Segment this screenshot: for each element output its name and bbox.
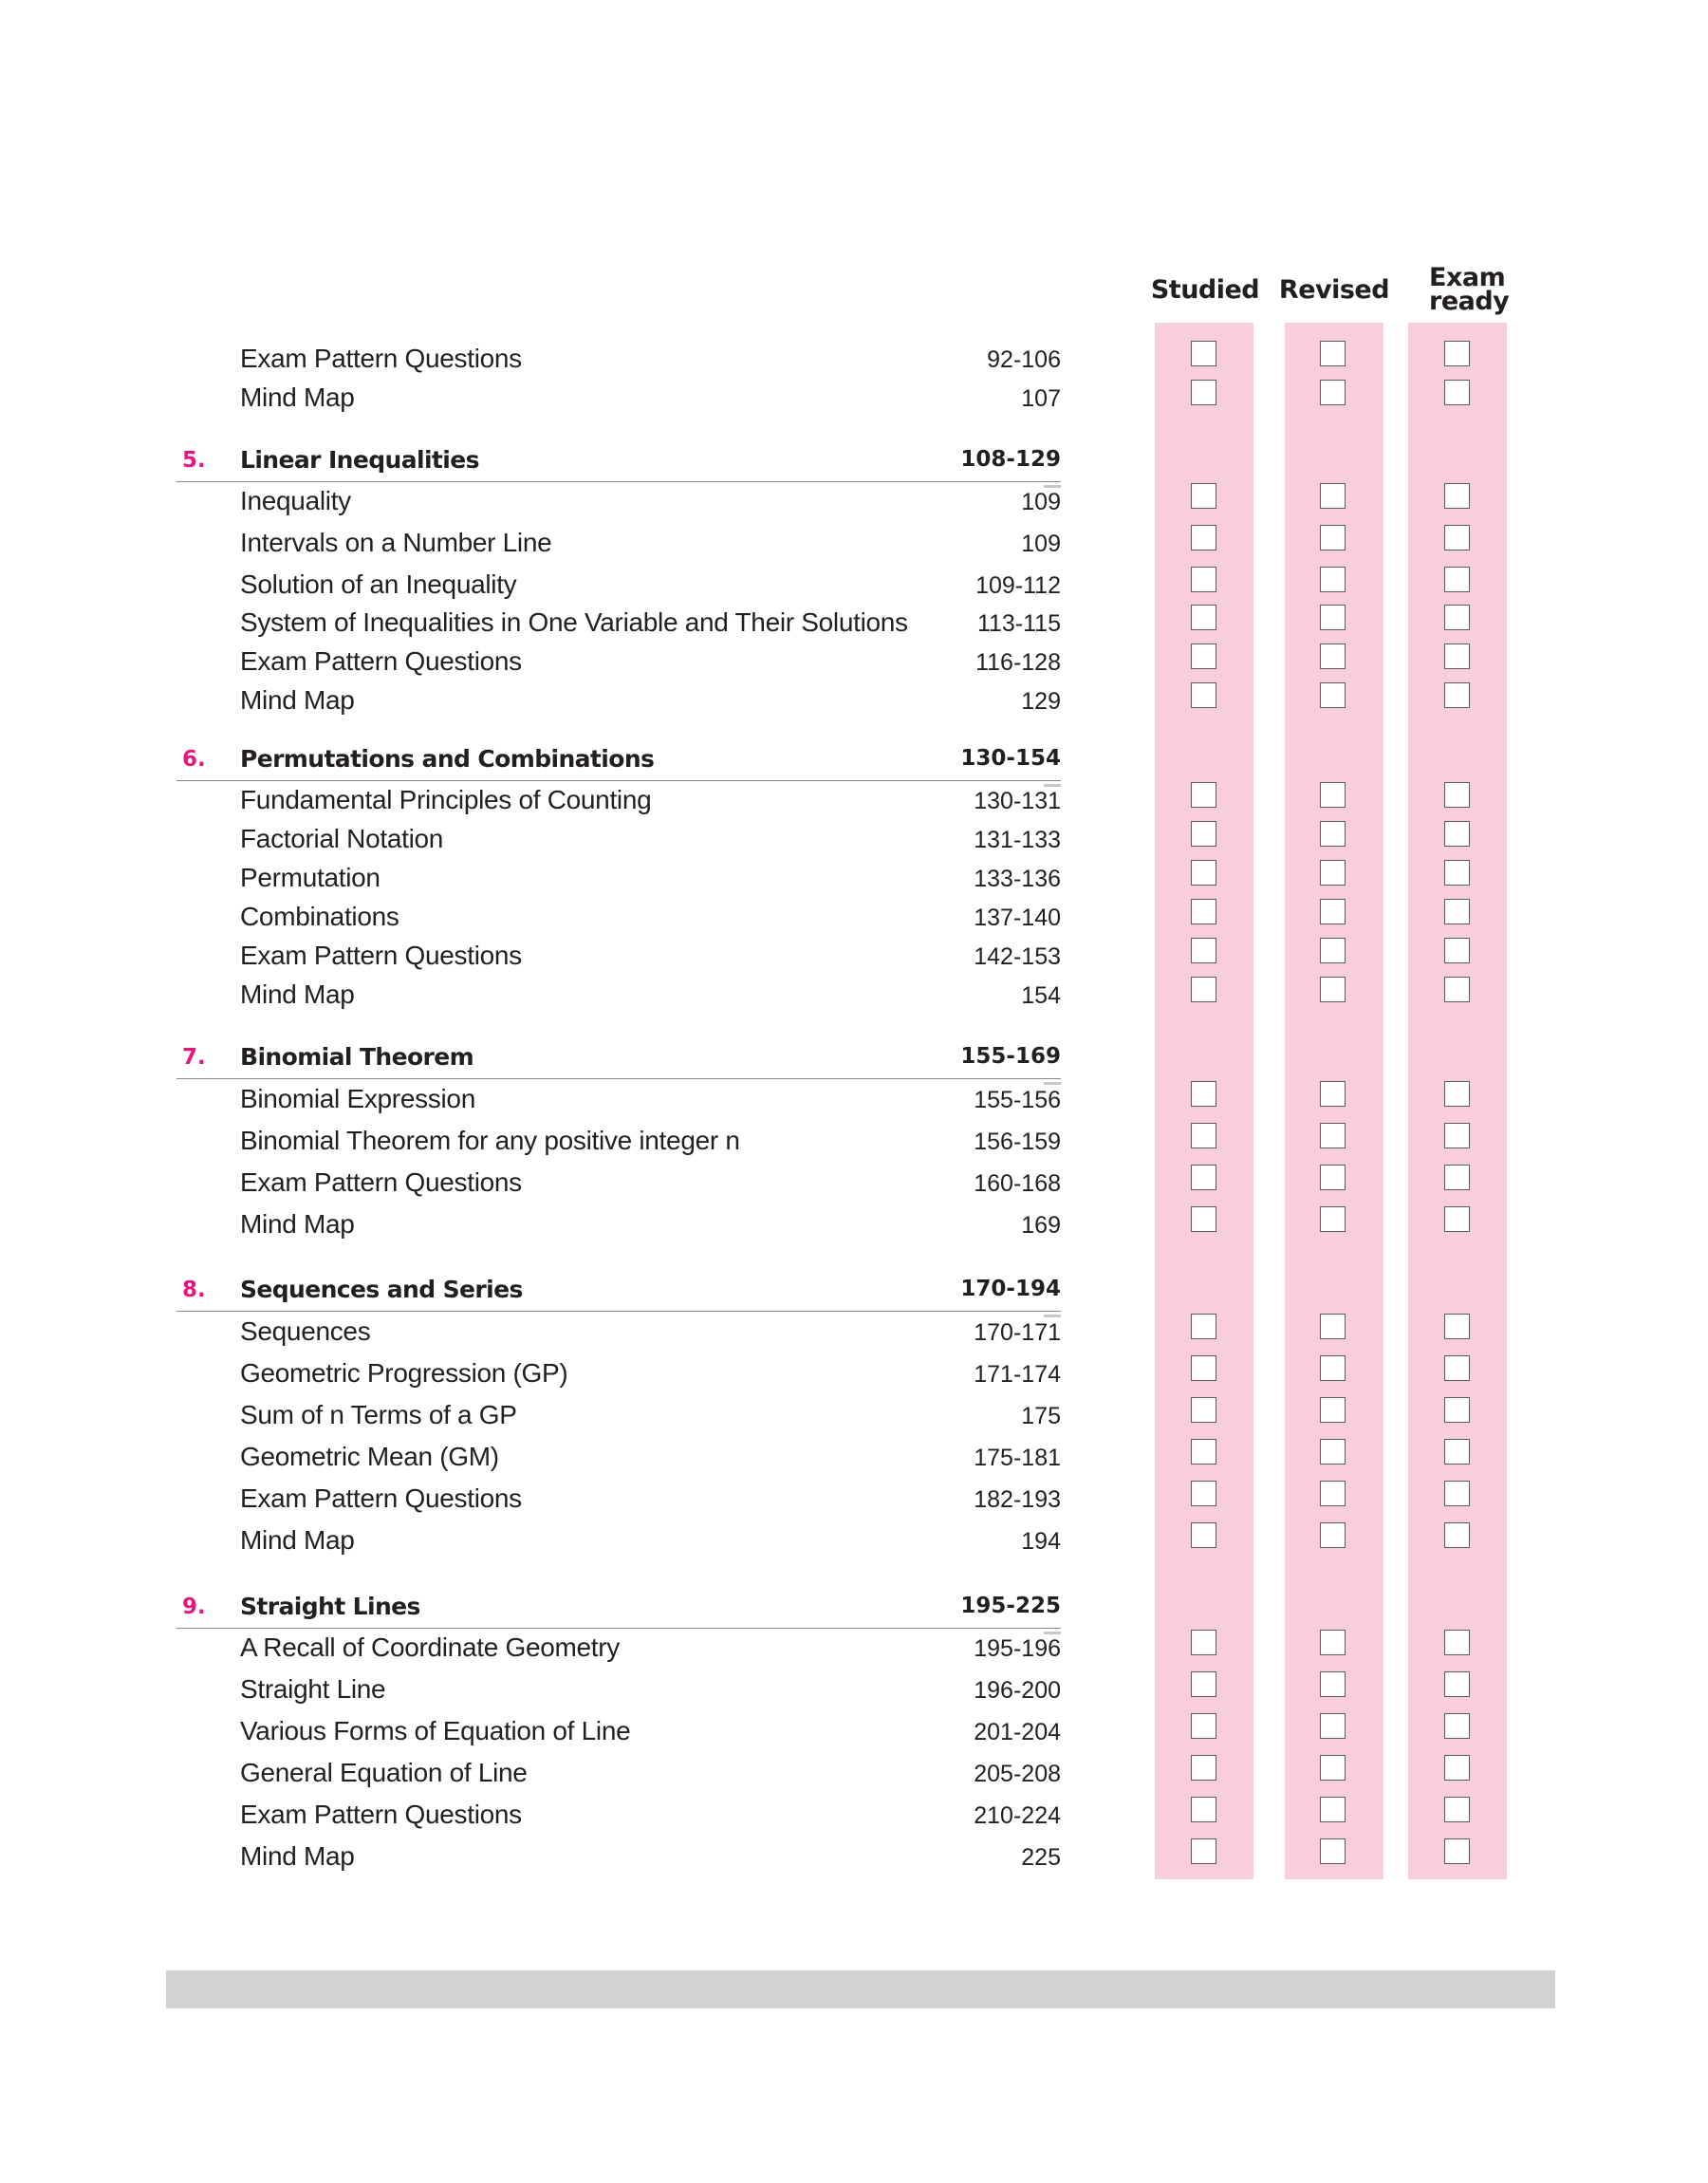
exam-ready-checkbox[interactable] [1444, 977, 1470, 1002]
studied-checkbox[interactable] [1191, 1123, 1216, 1148]
exam-ready-checkbox[interactable] [1444, 380, 1470, 405]
studied-checkbox[interactable] [1191, 1397, 1216, 1423]
studied-checkbox[interactable] [1191, 1755, 1216, 1781]
revised-checkbox[interactable] [1320, 380, 1346, 405]
page-range: 170-171 [974, 1319, 1061, 1346]
page-range: 109 [1021, 531, 1061, 557]
topic-title: A Recall of Coordinate Geometry [240, 1633, 621, 1662]
studied-checkbox[interactable] [1191, 682, 1216, 708]
topic-title: Sequences [240, 1316, 371, 1346]
topic-title: Permutation [240, 863, 381, 892]
topic-row [0, 781, 1708, 819]
page-range: 210-224 [974, 1802, 1061, 1829]
topic-title: Straight Line [240, 1674, 386, 1704]
topic-row [0, 1396, 1708, 1434]
page-range: 194 [1021, 1528, 1061, 1555]
exam-ready-checkbox[interactable] [1444, 1838, 1470, 1864]
revised-checkbox[interactable] [1320, 567, 1346, 592]
chapter-row [0, 1037, 1708, 1075]
studied-checkbox[interactable] [1191, 1713, 1216, 1739]
studied-checkbox[interactable] [1191, 1838, 1216, 1864]
exam-ready-checkbox[interactable] [1444, 1522, 1470, 1548]
revised-checkbox[interactable] [1320, 977, 1346, 1002]
studied-header: Studied [1150, 275, 1260, 305]
studied-checkbox[interactable] [1191, 782, 1216, 808]
exam-ready-checkbox[interactable] [1444, 1630, 1470, 1655]
exam-ready-checkbox[interactable] [1444, 899, 1470, 924]
page-range: 107 [1021, 385, 1061, 412]
revised-checkbox[interactable] [1320, 821, 1346, 847]
topic-row [0, 524, 1708, 562]
page-range: 171-174 [974, 1361, 1061, 1388]
topic-row [0, 976, 1708, 1014]
exam-ready-checkbox[interactable] [1444, 1123, 1470, 1148]
revised-checkbox[interactable] [1320, 682, 1346, 708]
studied-checkbox[interactable] [1191, 1671, 1216, 1697]
topic-title: Mind Map [240, 980, 355, 1009]
topic-row [0, 1670, 1708, 1708]
page-range: 195-196 [974, 1635, 1061, 1662]
studied-checkbox[interactable] [1191, 605, 1216, 630]
exam-ready-checkbox[interactable] [1444, 605, 1470, 630]
revised-checkbox[interactable] [1320, 1439, 1346, 1465]
studied-checkbox[interactable] [1191, 483, 1216, 509]
studied-checkbox[interactable] [1191, 341, 1216, 366]
page-range: 195-225 [960, 1594, 1061, 1618]
chapter-number: 5. [182, 448, 206, 473]
chapter-row [0, 440, 1708, 478]
topic-row [0, 1480, 1708, 1518]
topic-row [0, 1521, 1708, 1559]
studied-checkbox[interactable] [1191, 1314, 1216, 1339]
topic-title: Exam Pattern Questions [240, 1483, 522, 1513]
studied-checkbox[interactable] [1191, 1522, 1216, 1548]
topic-title: Mind Map [240, 1525, 355, 1555]
topic-row [0, 1838, 1708, 1875]
topic-title: Solution of an Inequality [240, 569, 517, 599]
revised-checkbox[interactable] [1320, 860, 1346, 886]
chapter-number: 6. [182, 747, 206, 772]
topic-title: Binomial Theorem for any positive integer n [240, 1126, 740, 1155]
exam-ready-checkbox[interactable] [1444, 1439, 1470, 1465]
chapter-row [0, 1587, 1708, 1625]
page-range: 225 [1021, 1844, 1061, 1871]
topic-title: Binomial Expression [240, 1084, 475, 1113]
page-range: 182-193 [974, 1486, 1061, 1513]
revised-checkbox[interactable] [1320, 644, 1346, 669]
studied-checkbox[interactable] [1191, 1481, 1216, 1506]
topic-row [0, 1080, 1708, 1118]
topic-title: Exam Pattern Questions [240, 646, 522, 676]
revised-checkbox[interactable] [1320, 1671, 1346, 1697]
page-range: 113-115 [976, 610, 1061, 637]
topic-title: Mind Map [240, 1209, 355, 1239]
page-range: 142-153 [974, 943, 1061, 970]
revised-checkbox[interactable] [1320, 1838, 1346, 1864]
revised-checkbox[interactable] [1320, 1713, 1346, 1739]
page-range: 137-140 [974, 905, 1061, 931]
studied-checkbox[interactable] [1191, 525, 1216, 550]
page-range: 92-106 [987, 346, 1061, 373]
chapter-title: Binomial Theorem [240, 1043, 474, 1071]
studied-checkbox[interactable] [1191, 938, 1216, 963]
revised-checkbox[interactable] [1320, 1755, 1346, 1781]
topic-row [0, 1438, 1708, 1476]
studied-checkbox[interactable] [1191, 1206, 1216, 1232]
topic-row [0, 1629, 1708, 1667]
topic-row [0, 604, 1708, 642]
studied-checkbox[interactable] [1191, 644, 1216, 669]
studied-checkbox[interactable] [1191, 860, 1216, 886]
studied-checkbox[interactable] [1191, 1630, 1216, 1655]
revised-checkbox[interactable] [1320, 1123, 1346, 1148]
page-range: 196-200 [974, 1677, 1061, 1704]
studied-checkbox[interactable] [1191, 380, 1216, 405]
topic-title: Geometric Mean (GM) [240, 1442, 499, 1471]
topic-row [0, 566, 1708, 604]
exam-ready-checkbox[interactable] [1444, 1671, 1470, 1697]
studied-checkbox[interactable] [1191, 1797, 1216, 1822]
exam-ready-checkbox[interactable] [1444, 525, 1470, 550]
topic-row [0, 379, 1708, 417]
topic-row [0, 1164, 1708, 1202]
revised-checkbox[interactable] [1320, 1797, 1346, 1822]
page-range: 108-129 [960, 447, 1061, 472]
page-range: 201-204 [974, 1719, 1061, 1745]
exam-ready-checkbox[interactable] [1444, 1755, 1470, 1781]
page-range: 116-128 [975, 649, 1061, 676]
topic-title: Various Forms of Equation of Line [240, 1716, 631, 1745]
topic-row [0, 1354, 1708, 1392]
topic-row [0, 681, 1708, 719]
exam-ready-checkbox[interactable] [1444, 1081, 1470, 1107]
page-range: 205-208 [974, 1761, 1061, 1787]
page-range: 155-169 [960, 1044, 1061, 1069]
studied-checkbox[interactable] [1191, 821, 1216, 847]
exam-ready-checkbox[interactable] [1444, 1713, 1470, 1739]
chapter-number: 7. [182, 1045, 206, 1070]
revised-checkbox[interactable] [1320, 1314, 1346, 1339]
revised-checkbox[interactable] [1320, 1630, 1346, 1655]
exam-ready-checkbox[interactable] [1444, 938, 1470, 963]
topic-title: Mind Map [240, 382, 355, 412]
exam-ready-checkbox[interactable] [1444, 1355, 1470, 1381]
topic-title: Sum of n Terms of a GP [240, 1400, 517, 1429]
revised-checkbox[interactable] [1320, 1522, 1346, 1548]
revised-checkbox[interactable] [1320, 899, 1346, 924]
exam-ready-checkbox[interactable] [1444, 682, 1470, 708]
revised-checkbox[interactable] [1320, 483, 1346, 509]
topic-title: Exam Pattern Questions [240, 1800, 522, 1829]
chapter-title: Permutations and Combinations [240, 745, 655, 773]
page-range: 175 [1021, 1403, 1061, 1429]
exam-ready-checkbox[interactable] [1444, 644, 1470, 669]
exam-ready-checkbox[interactable] [1444, 341, 1470, 366]
exam-ready-checkbox[interactable] [1444, 860, 1470, 886]
page-range: 130-131 [974, 788, 1061, 814]
page-range: 133-136 [974, 866, 1061, 892]
topic-title: Mind Map [240, 1841, 355, 1871]
topic-row [0, 340, 1708, 378]
topic-row [0, 1122, 1708, 1160]
topic-row [0, 1205, 1708, 1243]
revised-header: Revised [1278, 275, 1390, 305]
exam-ready-checkbox[interactable] [1444, 1481, 1470, 1506]
revised-checkbox[interactable] [1320, 1165, 1346, 1190]
topic-row [0, 820, 1708, 858]
exam-ready-checkbox[interactable] [1444, 821, 1470, 847]
topic-title: Exam Pattern Questions [240, 941, 522, 970]
revised-checkbox[interactable] [1320, 341, 1346, 366]
exam-ready-checkbox[interactable] [1444, 567, 1470, 592]
revised-checkbox[interactable] [1320, 1206, 1346, 1232]
page-range: 175-181 [974, 1445, 1061, 1471]
topic-title: Geometric Progression (GP) [240, 1358, 568, 1388]
topic-title: Inequality [240, 486, 351, 515]
topic-title: General Equation of Line [240, 1758, 528, 1787]
chapter-title: Linear Inequalities [240, 446, 479, 474]
page-range: 169 [1021, 1212, 1061, 1239]
page-range: 156-159 [974, 1129, 1061, 1155]
exam-ready-checkbox[interactable] [1444, 1165, 1470, 1190]
topic-row [0, 859, 1708, 897]
chapter-divider [176, 1311, 1061, 1313]
studied-checkbox[interactable] [1191, 1439, 1216, 1465]
chapter-row [0, 739, 1708, 777]
studied-checkbox[interactable] [1191, 1081, 1216, 1107]
exam-ready-checkbox[interactable] [1444, 1206, 1470, 1232]
exam-ready-checkbox[interactable] [1444, 1397, 1470, 1423]
page-range: 154 [1021, 982, 1061, 1009]
page-range: 109 [1021, 489, 1061, 515]
topic-row [0, 1796, 1708, 1834]
page-range: 130-154 [960, 746, 1061, 771]
topic-title: Exam Pattern Questions [240, 344, 522, 373]
revised-checkbox[interactable] [1320, 1397, 1346, 1423]
exam-ready-checkbox[interactable] [1444, 782, 1470, 808]
exam-ready-checkbox[interactable] [1444, 483, 1470, 509]
revised-checkbox[interactable] [1320, 782, 1346, 808]
topic-title: System of Inequalities in One Variable and Their Solutions [240, 607, 908, 637]
chapter-number: 8. [182, 1278, 206, 1302]
revised-checkbox[interactable] [1320, 938, 1346, 963]
topic-title: Combinations [240, 902, 399, 931]
page-range: 131-133 [974, 827, 1061, 853]
chapter-divider [176, 1078, 1061, 1080]
chapter-number: 9. [182, 1595, 206, 1619]
chapter-row [0, 1270, 1708, 1308]
studied-checkbox[interactable] [1191, 567, 1216, 592]
topic-row [0, 1712, 1708, 1750]
topic-row [0, 482, 1708, 520]
exam-ready-checkbox[interactable] [1444, 1797, 1470, 1822]
exam-ready-header: Exam ready [1429, 263, 1510, 316]
exam-ready-checkbox[interactable] [1444, 1314, 1470, 1339]
topic-title: Exam Pattern Questions [240, 1167, 522, 1197]
topic-title: Mind Map [240, 685, 355, 715]
topic-row [0, 643, 1708, 681]
revised-checkbox[interactable] [1320, 1481, 1346, 1506]
studied-checkbox[interactable] [1191, 899, 1216, 924]
chapter-title: Sequences and Series [240, 1276, 523, 1303]
topic-row [0, 898, 1708, 936]
revised-checkbox[interactable] [1320, 525, 1346, 550]
studied-checkbox[interactable] [1191, 1355, 1216, 1381]
topic-row [0, 1313, 1708, 1351]
page-range: 129 [1021, 688, 1061, 715]
topic-title: Intervals on a Number Line [240, 528, 552, 557]
page-range: 170-194 [960, 1277, 1061, 1301]
page-range: 160-168 [974, 1170, 1061, 1197]
page-range: 155-156 [974, 1087, 1061, 1113]
topic-title: Factorial Notation [240, 824, 444, 853]
footer-bar [166, 1970, 1555, 2008]
studied-checkbox[interactable] [1191, 1165, 1216, 1190]
topic-row [0, 937, 1708, 975]
topic-row [0, 1754, 1708, 1792]
revised-checkbox[interactable] [1320, 605, 1346, 630]
revised-checkbox[interactable] [1320, 1081, 1346, 1107]
topic-title: Fundamental Principles of Counting [240, 785, 652, 814]
revised-checkbox[interactable] [1320, 1355, 1346, 1381]
studied-checkbox[interactable] [1191, 977, 1216, 1002]
chapter-title: Straight Lines [240, 1593, 420, 1620]
page-range: 109-112 [975, 572, 1061, 599]
